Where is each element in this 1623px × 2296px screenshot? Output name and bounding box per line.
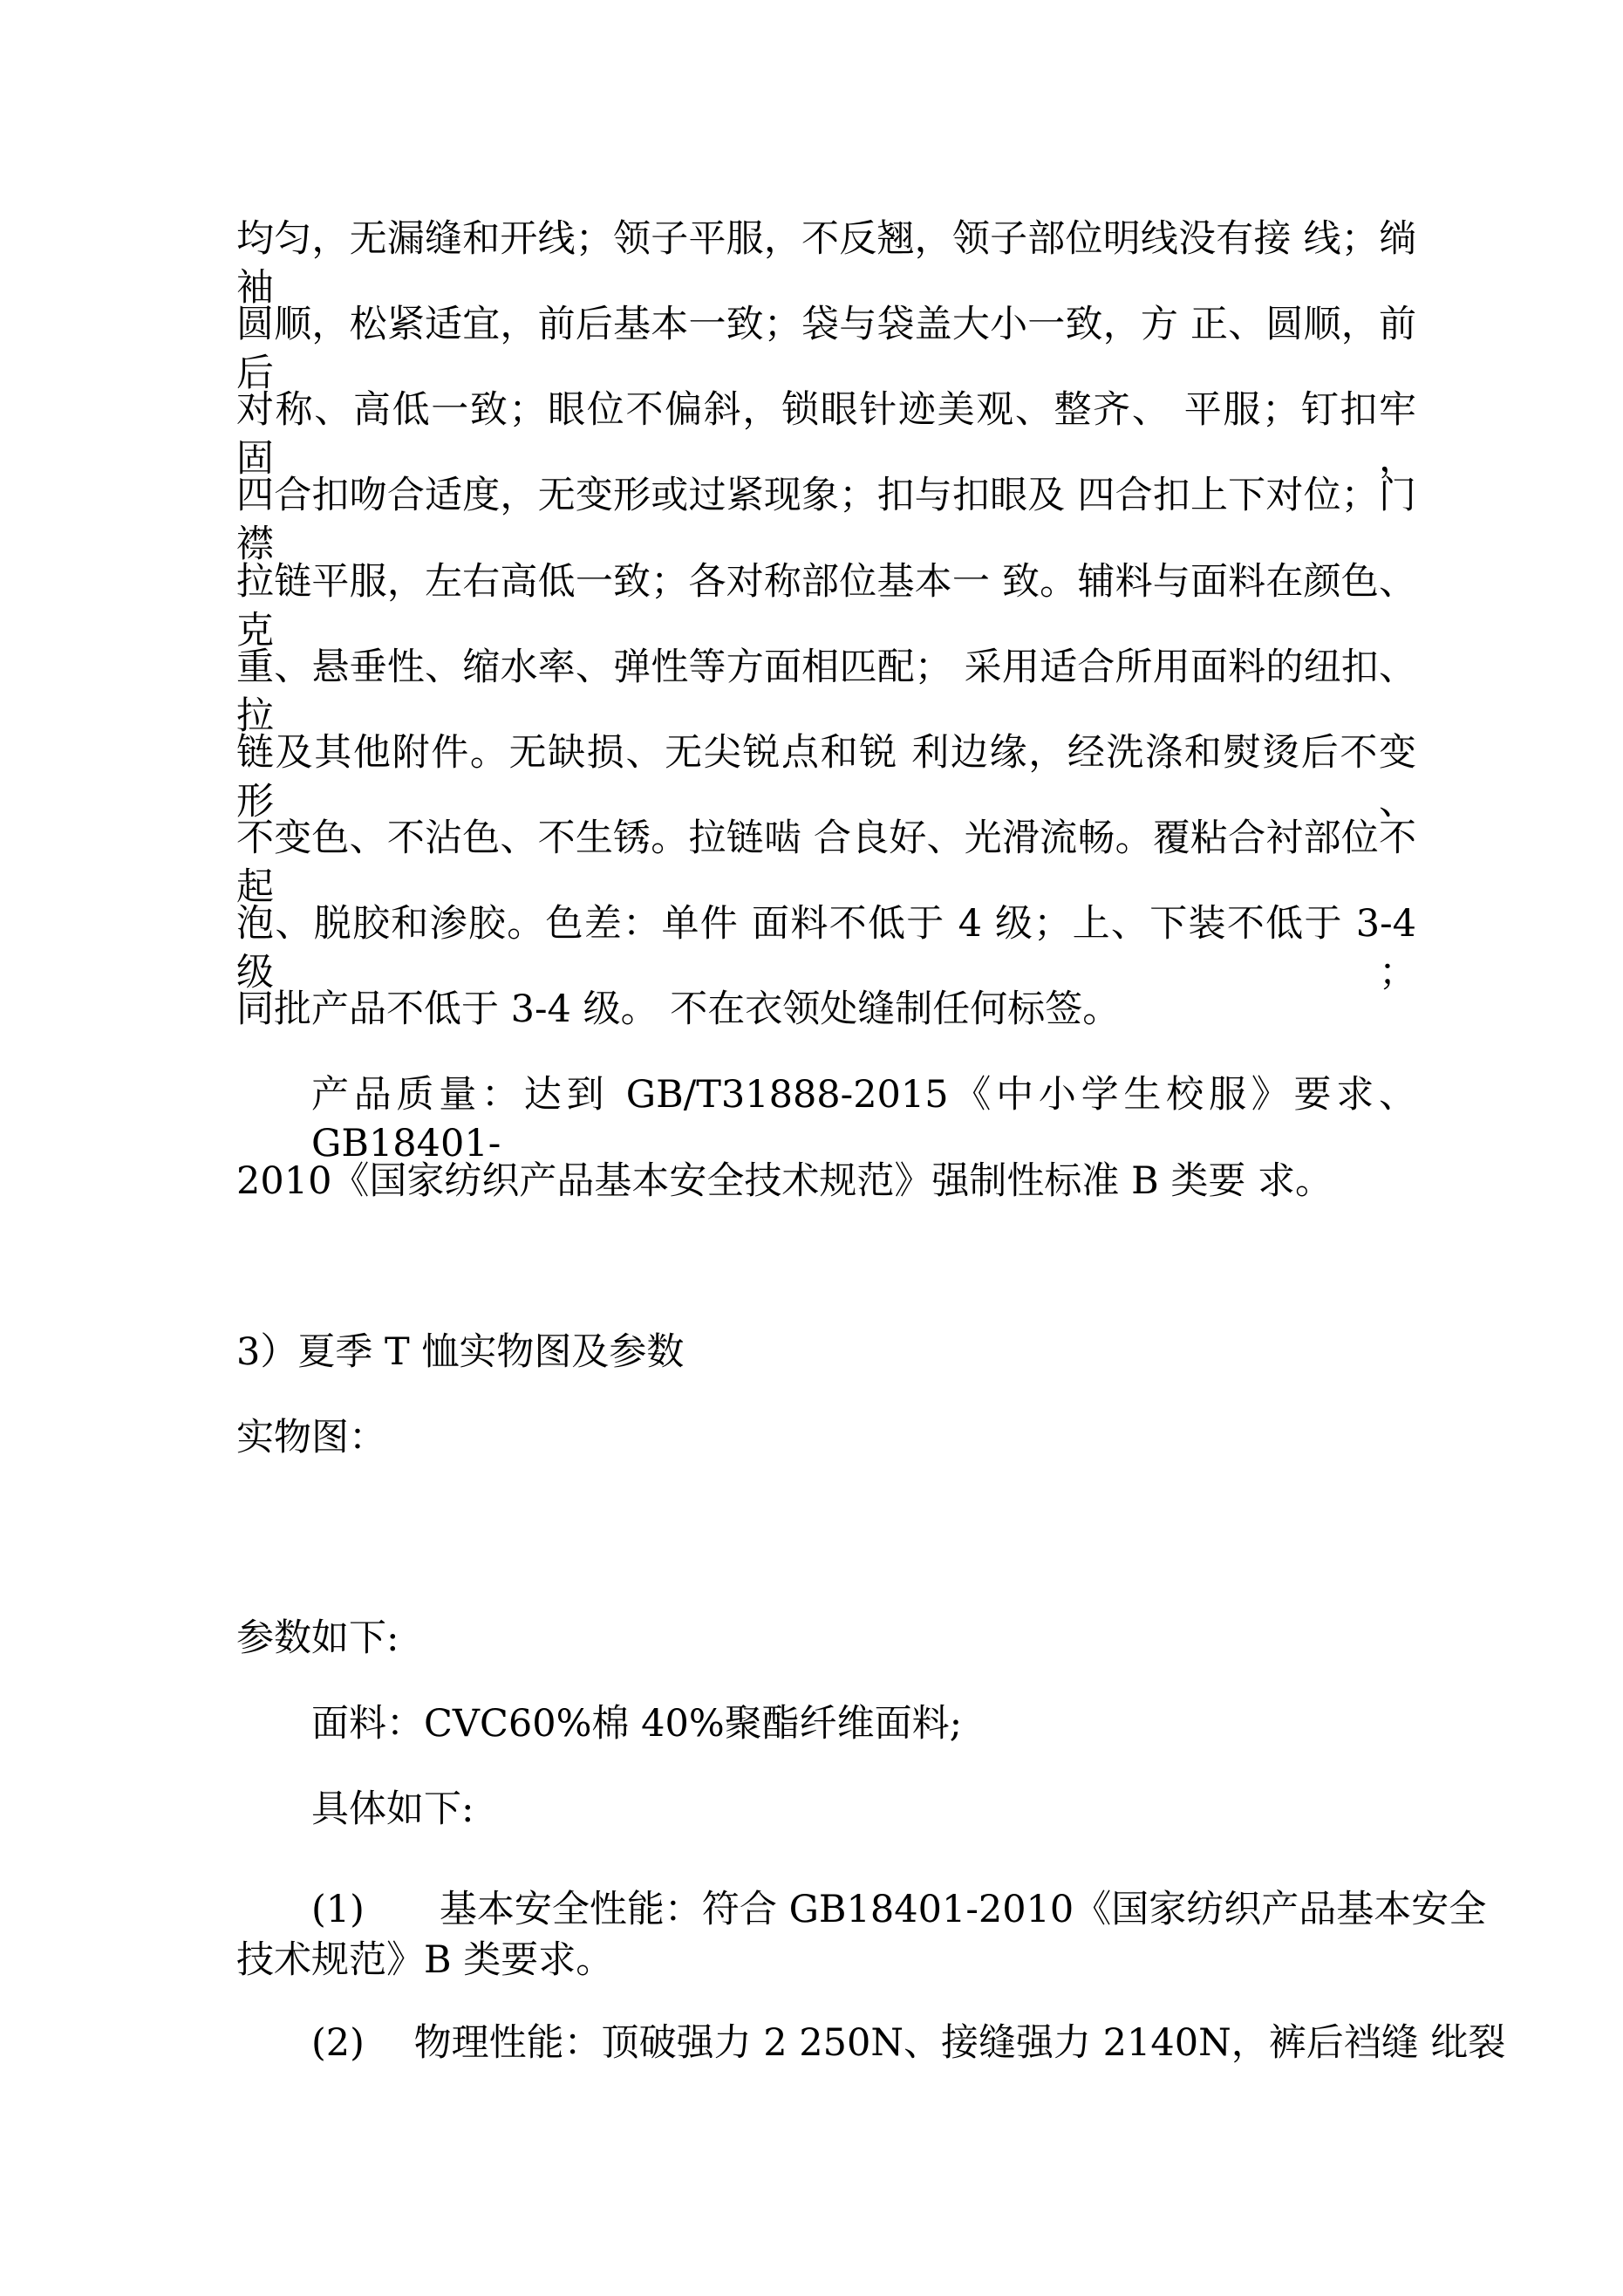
- paragraph-line: 重、悬垂性、缩水率、弹性等方面相匹配； 采用适合所用面料的纽扣、拉: [236, 646, 1416, 738]
- photo-label: 实物图：: [236, 1416, 386, 1459]
- paragraph-line: 圆顺，松紧适宜，前后基本一致；袋与袋盖大小一致，方 正、圆顺，前后: [236, 303, 1416, 395]
- fabric-line: 面料：CVC60%棉 40%聚酯纤维面料;: [311, 1702, 963, 1746]
- quality-line: 产品质量：达到 GB/T31888-2015《中小学生校服》要求、 GB18401-: [311, 1073, 1416, 1165]
- params-label: 参数如下:: [236, 1616, 399, 1660]
- item-1-line: 技术规范》B 类要求。: [236, 1938, 614, 1982]
- paragraph-line: 同批产品不低于 3-4 级。 不在衣领处缝制任何标签。: [236, 987, 1121, 1031]
- paragraph-line: 链及其他附件。无缺损、无尖锐点和锐 利边缘，经洗涤和熨烫后不变形、: [236, 731, 1416, 823]
- paragraph-line: 均匀，无漏缝和开线；领子平服，不反翘，领子部位明线没有接 线；绱袖: [236, 217, 1416, 310]
- paragraph-line: 对称、高低一致；眼位不偏斜，锁眼针迹美观、整齐、 平服；钉扣牢固，: [236, 388, 1416, 481]
- quality-line: 2010《国家纺织产品基本安全技术规范》强制性标准 B 类要 求。: [236, 1159, 1333, 1203]
- paragraph-line: 拉链平服，左右高低一致；各对称部位基本一 致。辅料与面料在颜色、克: [236, 560, 1416, 653]
- details-label: 具体如下:: [311, 1787, 474, 1831]
- item-1-line: (1) 基本安全性能：符合 GB18401-2010《国家纺织产品基本安全: [311, 1888, 1487, 1931]
- item-2-line: (2) 物理性能：顶破强力 2 250N、接缝强力 2140N，裤后裆缝 纰裂: [311, 2021, 1506, 2065]
- paragraph-line: 泡、脱胶和渗胶。色差：单件 面料不低于 4 级；上、下装不低于 3-4 级；: [236, 902, 1416, 994]
- section-heading: 3）夏季 T 恤实物图及参数: [236, 1330, 685, 1374]
- paragraph-line: 四合扣吻合适度，无变形或过紧现象；扣与扣眼及 四合扣上下对位；门襟: [236, 474, 1416, 566]
- paragraph-line: 不变色、不沾色、不生锈。拉链啮 合良好、光滑流畅。覆粘合衬部位不起: [236, 817, 1416, 909]
